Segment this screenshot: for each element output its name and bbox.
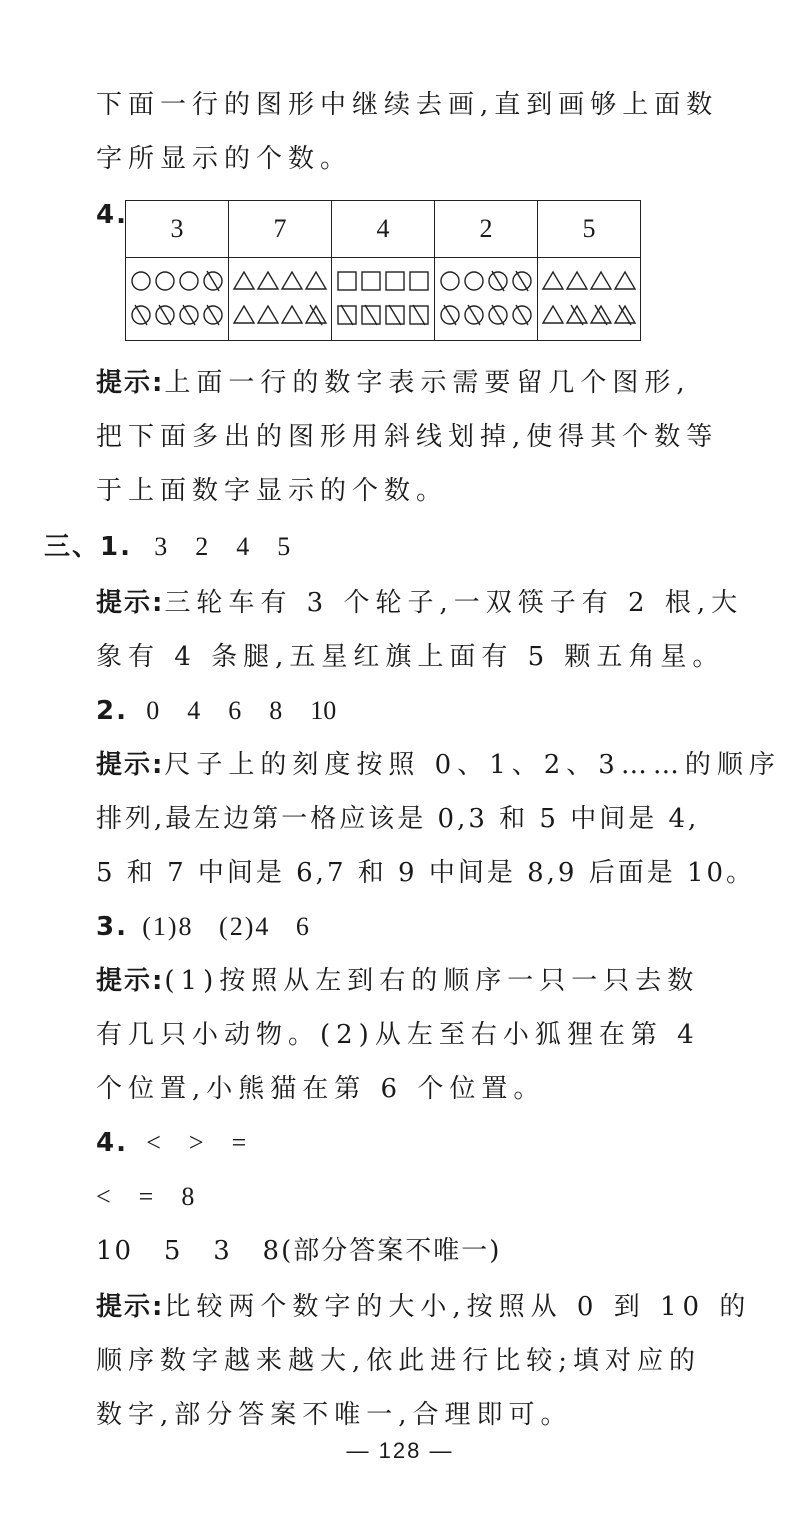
answer-row-3: 10 5 3 8(部分答案不唯一) [96, 1236, 502, 1266]
circle-icon [204, 271, 222, 291]
square-icon [386, 272, 404, 290]
square-icon [362, 305, 380, 325]
question-number: 4. [96, 1128, 128, 1158]
square-icon [362, 272, 380, 290]
answer: 8 [181, 1182, 195, 1211]
hint-label: 提示: [96, 588, 165, 618]
hint-text: (1)按照从左到右的顺序一只一只去数 [164, 966, 700, 996]
answer: < [146, 1128, 161, 1157]
square-icon [410, 305, 428, 325]
hint-s3q2-line-2: 排列,最左边第一格应该是 0,3 和 5 中间是 4, [96, 804, 700, 834]
shape-cell [229, 258, 332, 341]
circle-icon [513, 271, 531, 291]
strike-mark [516, 305, 528, 325]
triangle-icon [567, 272, 587, 289]
answer: 6 [228, 696, 242, 725]
strike-mark [516, 271, 528, 291]
hint-s3q3-line-2: 有几只小动物。(2)从左至右小狐狸在第 4 [96, 1020, 700, 1050]
intro-line-2: 字所显示的个数。 [96, 144, 353, 174]
answer: 4 [236, 532, 250, 561]
circle-icon [441, 305, 459, 325]
shape-grid [438, 264, 534, 334]
hint-text: 三轮车有 3 个轮子,一双筷子有 2 根,大 [164, 588, 744, 618]
answer: 3 [154, 532, 168, 561]
answer: = [138, 1182, 154, 1211]
hint-q4-line-3: 于上面数字显示的个数。 [96, 476, 449, 506]
section-3-q2 [96, 694, 364, 728]
hint-q4 [96, 366, 691, 400]
circle-icon [513, 305, 531, 325]
strike-mark [468, 305, 480, 325]
table-number-cell: 3 [126, 201, 229, 258]
table-number-cell: 4 [332, 201, 435, 258]
answer: 4 [187, 696, 201, 725]
answer-row-2 [96, 1180, 222, 1214]
shape-cell [435, 258, 538, 341]
strike-mark [310, 305, 322, 325]
hint-s3q4-line-2: 顺序数字越来越大,依此进行比较;填对应的 [96, 1346, 702, 1376]
answer: (1)8 (2)4 6 [142, 912, 311, 941]
page-number: — 128 — [346, 1438, 454, 1463]
hint-label: 提示: [96, 1292, 165, 1322]
table-number-row [126, 201, 641, 258]
strike-mark [207, 271, 219, 291]
answer: > [188, 1128, 204, 1157]
hint-label: 提示: [96, 966, 165, 996]
question-number: 3. [96, 912, 128, 942]
circle-icon [204, 305, 222, 325]
hint-s3q1-line-2: 象有 4 条腿,五星红旗上面有 5 颗五角星。 [96, 642, 725, 672]
hint-s3q4 [96, 1290, 751, 1324]
hint-text: 上面一行的数字表示需要留几个图形, [164, 368, 691, 398]
section-heading: 三、 [44, 532, 101, 562]
triangle-icon [591, 272, 611, 289]
strike-mark [571, 305, 583, 325]
triangle-icon [234, 272, 254, 289]
square-icon [386, 305, 404, 325]
triangle-icon [258, 272, 278, 289]
circle-icon [441, 272, 459, 290]
square-icon [410, 272, 428, 290]
strike-mark [341, 305, 353, 325]
triangle-icon [258, 306, 278, 323]
shape-grid [232, 264, 328, 334]
circle-icon [180, 272, 198, 290]
table-number-cell: 7 [229, 201, 332, 258]
answer-list [146, 1128, 274, 1157]
triangle-icon [567, 305, 587, 325]
triangle-icon [306, 272, 326, 289]
strike-mark [444, 305, 456, 325]
strike-mark [135, 305, 147, 325]
hint-label: 提示: [96, 368, 165, 398]
triangle-icon [282, 272, 302, 289]
shape-cell [332, 258, 435, 341]
strike-mark [595, 305, 607, 325]
triangle-icon [615, 305, 635, 325]
section-3-q4 [96, 1126, 274, 1160]
answer: 8 [269, 696, 283, 725]
hint-s3q2 [96, 748, 781, 782]
intro-line-1: 下面一行的图形中继续去画,直到画够上面数 [96, 90, 719, 120]
answer-list [154, 532, 318, 561]
hint-s3q3 [96, 964, 699, 998]
triangle-icon [543, 306, 563, 323]
circle-icon [465, 305, 483, 325]
section-3-q3 [96, 910, 311, 944]
table-number-cell: 5 [538, 201, 641, 258]
answer: < [96, 1182, 111, 1211]
strike-mark [389, 305, 401, 325]
circle-icon [465, 272, 483, 290]
square-icon [338, 272, 356, 290]
triangle-icon [282, 306, 302, 323]
table-shape-row [126, 258, 641, 341]
circle-icon [180, 305, 198, 325]
circle-icon [132, 305, 150, 325]
hint-label: 提示: [96, 750, 165, 780]
strike-mark [207, 305, 219, 325]
answer: 0 [146, 696, 160, 725]
circle-icon [156, 305, 174, 325]
answer-list [146, 696, 364, 725]
square-icon [338, 305, 356, 325]
triangle-icon [306, 305, 326, 325]
circle-icon [156, 272, 174, 290]
shape-grid [129, 264, 225, 334]
hint-s3q2-line-3: 5 和 7 中间是 6,7 和 9 中间是 8,9 后面是 10。 [96, 858, 756, 888]
question-number: 1. [100, 532, 132, 562]
shape-count-table [125, 200, 641, 341]
triangle-icon [234, 306, 254, 323]
triangle-icon [543, 272, 563, 289]
hint-text: 比较两个数字的大小,按照从 0 到 10 的 [164, 1292, 752, 1322]
triangle-icon [591, 305, 611, 325]
hint-text: 尺子上的刻度按照 0、1、2、3……的顺序 [164, 750, 781, 780]
question-number-4: 4. [96, 200, 128, 230]
circle-icon [489, 271, 507, 291]
hint-q4-line-2: 把下面多出的图形用斜线划掉,使得其个数等 [96, 422, 719, 452]
strike-mark [365, 305, 377, 325]
circle-icon [489, 305, 507, 325]
answer: 2 [195, 532, 209, 561]
circle-icon [132, 272, 150, 290]
strike-mark [183, 305, 195, 325]
answer: = [231, 1128, 247, 1157]
answer: 5 [277, 532, 291, 561]
triangle-icon [615, 272, 635, 289]
answer: 10 [310, 696, 337, 725]
shape-grid [541, 264, 637, 334]
shape-grid [335, 264, 431, 334]
strike-mark [492, 271, 504, 291]
strike-mark [619, 305, 631, 325]
table-number-cell: 2 [435, 201, 538, 258]
hint-s3q4-line-3: 数字,部分答案不唯一,合理即可。 [96, 1400, 573, 1430]
section-3-q1 [44, 530, 318, 564]
shape-cell [126, 258, 229, 341]
hint-s3q3-line-3: 个位置,小熊猫在第 6 个位置。 [96, 1074, 546, 1104]
strike-mark [413, 305, 425, 325]
strike-mark [492, 305, 504, 325]
question-number: 2. [96, 696, 128, 726]
hint-s3q1 [96, 586, 743, 620]
shape-cell [538, 258, 641, 341]
strike-mark [159, 305, 171, 325]
